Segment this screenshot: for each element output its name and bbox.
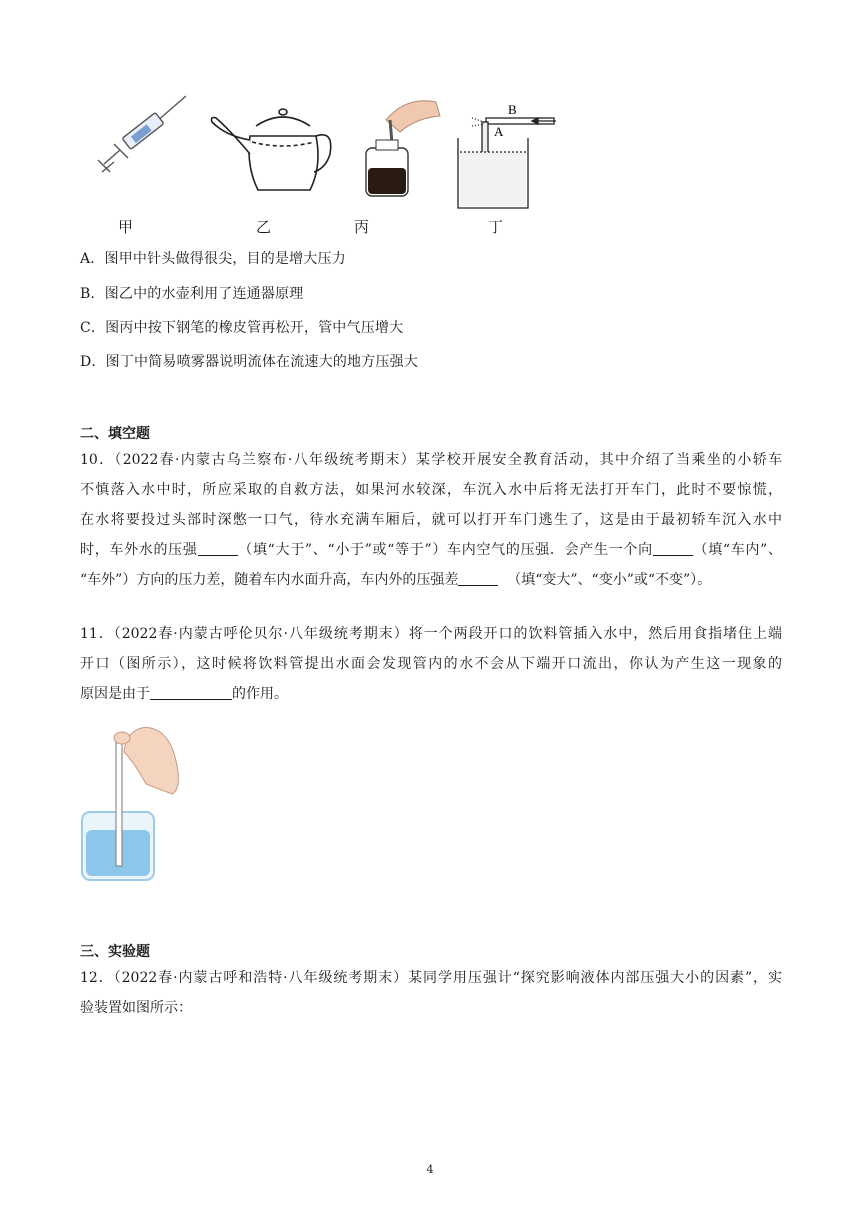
page-number: 4 <box>426 1163 434 1176</box>
q12-line-2: 验装置如图所示： <box>80 1000 192 1016</box>
q10-line-3: 在水将要投过头部时深憋一口气，待水充满车厢后，就可以打开车门逃生了，这是由于最初轿车沉入水中 <box>80 512 782 528</box>
section-title-fill-in: 二、填空题 <box>80 426 150 442</box>
question-12 <box>80 963 782 1023</box>
pen-and-ink-bottle-illustration <box>356 96 446 200</box>
question-11 <box>80 619 782 709</box>
q11-blank <box>150 685 232 700</box>
figure-label-jia: 甲 <box>118 218 134 236</box>
figure-label-bing: 丙 <box>354 218 370 236</box>
q10-blank-1 <box>198 541 238 556</box>
syringe-illustration <box>94 90 206 190</box>
option-d: D．图丁中简易喷雾器说明流体在流速大的地方压强大 <box>80 354 419 370</box>
q10-line-4-text-b: （填“大于”、“小于”或“等于”）车内空气的压强．会产生一个向 <box>237 542 653 558</box>
q10-line-5-text-b: （填“变大”、“变小”或“不变”）。 <box>507 572 712 588</box>
q11-line-3-text-a: 原因是由于 <box>80 686 150 702</box>
option-b: B．图乙中的水壶利用了连通器原理 <box>80 286 304 302</box>
q10-line-4-text-c: （填“车内”、 <box>692 542 782 558</box>
figure-row <box>80 88 600 238</box>
sprayer-label-a: A <box>494 124 504 139</box>
q10-blank-2 <box>653 541 693 556</box>
beaker-straw-illustration <box>80 718 182 884</box>
q11-line-3 <box>80 679 782 709</box>
q12-line-1: 12．（2022春·内蒙古呼和浩特·八年级统考期末）某同学用压强计“探究影响液体内部压强大小的因素”，实 <box>80 970 782 986</box>
teapot-illustration <box>206 106 336 198</box>
q10-line-5-text-a: “车外”）方向的压力差，随着车内水面升高，车内外的压强差 <box>80 572 459 588</box>
option-a: A．图甲中针头做得很尖，目的是增大压力 <box>80 251 346 267</box>
option-c: C．图丙中按下钢笔的橡皮管再松开，管中气压增大 <box>80 320 404 336</box>
sprayer-illustration <box>452 94 562 212</box>
q10-line-4 <box>80 535 782 565</box>
q11-line-3-text-b: 的作用。 <box>232 686 288 702</box>
sprayer-label-b: B <box>508 102 517 117</box>
q10-line-5 <box>80 565 782 595</box>
figure-label-ding: 丁 <box>488 218 504 236</box>
question-10 <box>80 445 782 595</box>
q10-line-2: 不慎落入水中时，所应采取的自救方法，如果河水较深，车沉入水中后将无法打开车门，此时不要惊慌， <box>80 482 782 498</box>
section-title-experiment: 三、实验题 <box>80 944 150 960</box>
q10-blank-3 <box>458 571 498 586</box>
figure-label-yi: 乙 <box>256 218 272 236</box>
q10-line-1: 10．（2022春·内蒙古乌兰察布·八年级统考期末）某学校开展安全教育活动，其中介绍了当乘坐的小轿车 <box>80 452 782 468</box>
q11-line-2: 开口（图所示），这时候将饮料管提出水面会发现管内的水不会从下端开口流出，你认为产生这一现象的 <box>80 656 782 672</box>
q10-line-4-text-a: 时，车外水的压强 <box>80 542 198 558</box>
q11-line-1: 11．（2022春·内蒙古呼伦贝尔·八年级统考期末）将一个两段开口的饮料管插入水中，然后用食指堵住上端 <box>80 626 782 642</box>
